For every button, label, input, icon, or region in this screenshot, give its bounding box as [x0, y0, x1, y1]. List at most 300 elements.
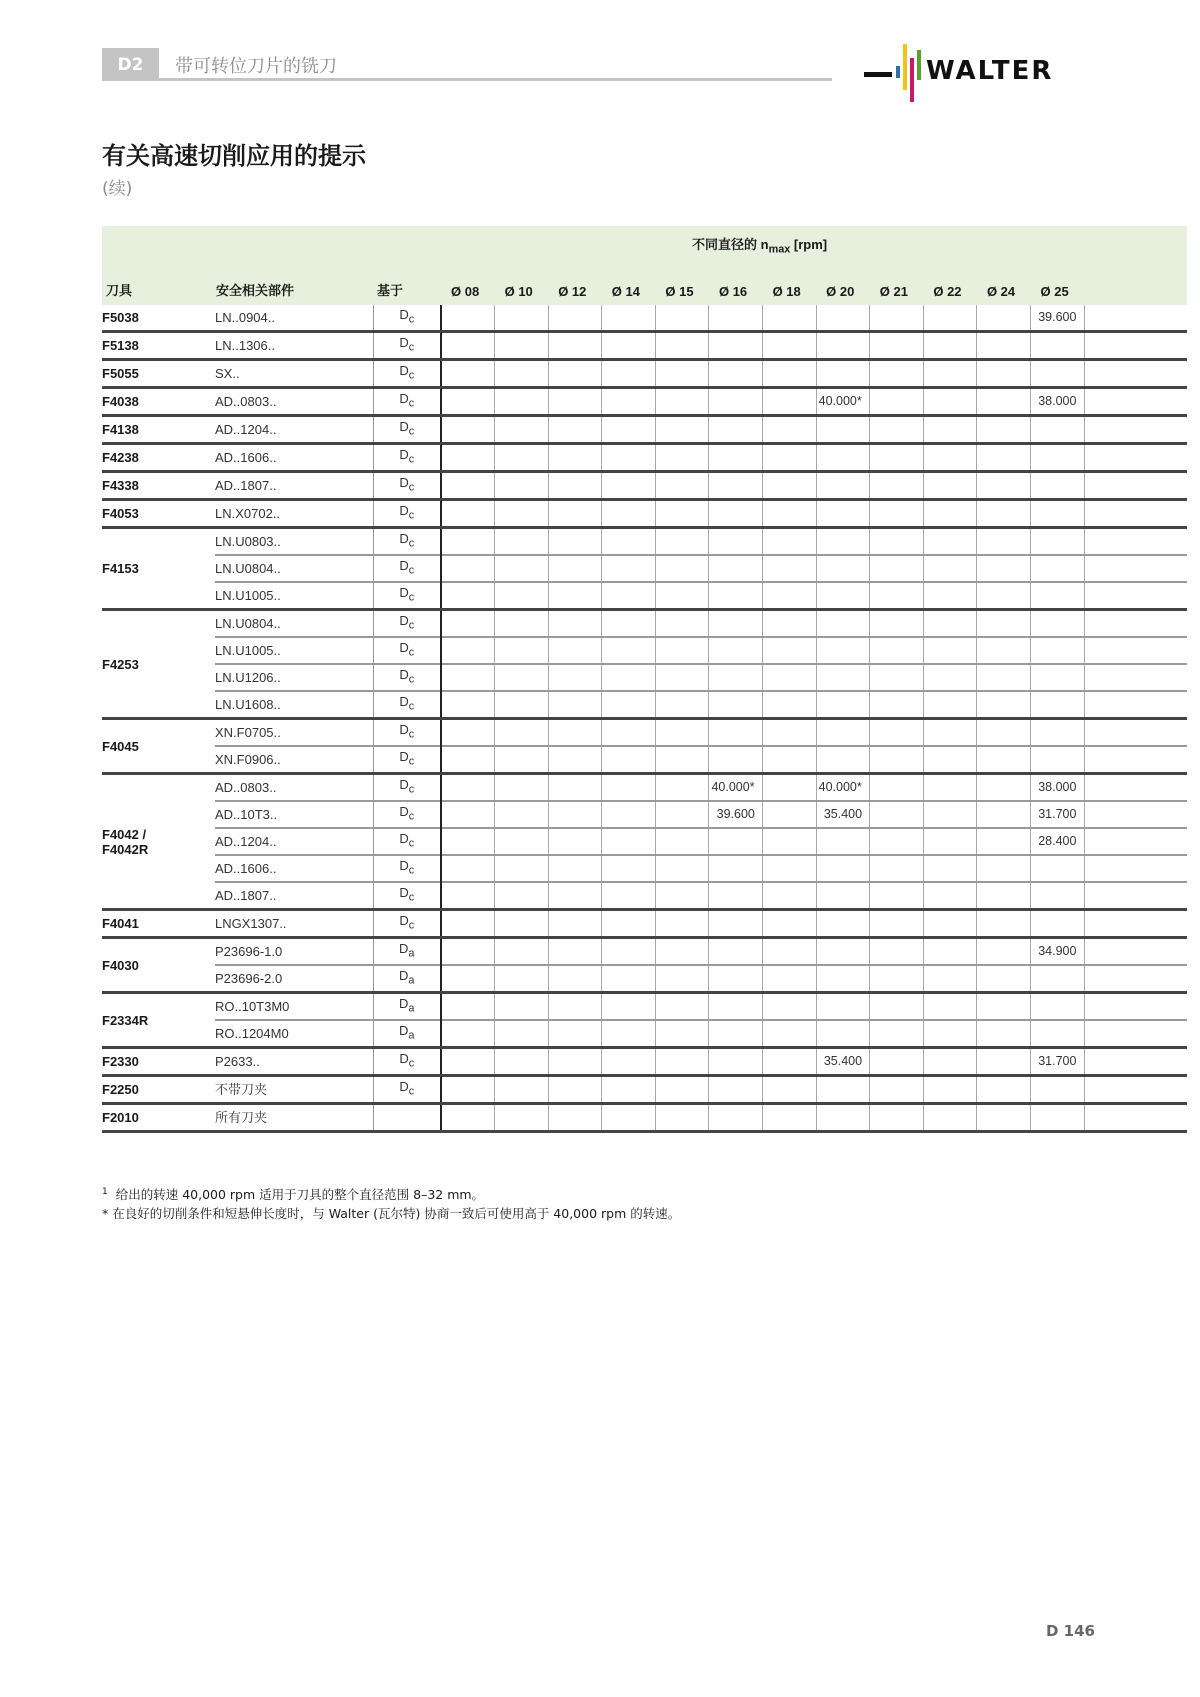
speed-value-cell — [923, 555, 977, 582]
speed-value-cell — [816, 910, 870, 938]
speed-value-cell — [763, 332, 817, 360]
speed-value-cell — [602, 637, 656, 664]
part-name: AD..1606.. — [215, 855, 373, 882]
part-name: P23696-1.0 — [215, 938, 373, 966]
speed-value-cell — [870, 305, 924, 332]
speed-value-cell — [441, 555, 495, 582]
speed-value-cell — [441, 774, 495, 802]
speed-value-cell — [763, 774, 817, 802]
tool-name: F2334R — [102, 993, 215, 1048]
tool-name: F2250 — [102, 1076, 215, 1104]
speed-value-cell — [923, 416, 977, 444]
part-name: XN.F0906.. — [215, 746, 373, 774]
basis-symbol: D — [399, 885, 409, 901]
speed-value-cell — [1031, 1076, 1085, 1104]
speed-value-cell — [495, 1020, 549, 1048]
part-name: LN.U0803.. — [215, 528, 373, 556]
basis-cell — [373, 610, 441, 638]
speed-value-cell — [709, 910, 763, 938]
speed-value-cell — [1031, 555, 1085, 582]
speed-value-cell — [923, 1076, 977, 1104]
speed-value-cell — [923, 472, 977, 500]
speed-value-cell — [709, 719, 763, 747]
col-header-diameter: Ø 10 — [495, 266, 549, 305]
spacer-cell — [1084, 882, 1187, 910]
speed-value-cell — [441, 388, 495, 416]
speed-value-cell — [870, 555, 924, 582]
table-row — [102, 774, 1187, 802]
table-row — [102, 332, 1187, 360]
speed-value-cell — [870, 910, 924, 938]
speed-value-cell — [816, 691, 870, 719]
speed-value-cell — [923, 305, 977, 332]
basis-cell — [373, 882, 441, 910]
speed-value-cell — [495, 746, 549, 774]
spacer-cell — [1084, 965, 1187, 993]
speed-value-cell — [923, 360, 977, 388]
basis-cell — [373, 965, 441, 993]
speed-value-cell — [602, 938, 656, 966]
speed-value-cell — [1031, 472, 1085, 500]
part-name: LN.U1608.. — [215, 691, 373, 719]
basis-cell — [373, 1076, 441, 1104]
speed-value-cell — [548, 1104, 602, 1132]
speed-value-cell — [495, 993, 549, 1021]
col-header-diameter: Ø 12 — [548, 266, 602, 305]
speed-value-cell — [495, 938, 549, 966]
speed-value-cell — [923, 500, 977, 528]
part-name: RO..10T3M0 — [215, 993, 373, 1021]
part-name: LN.U0804.. — [215, 610, 373, 638]
spacer-cell — [1084, 910, 1187, 938]
speed-value-cell — [548, 965, 602, 993]
speed-value-cell — [923, 332, 977, 360]
col-header-diameter: Ø 18 — [763, 266, 817, 305]
speed-value-cell — [548, 1020, 602, 1048]
tool-name: F4238 — [102, 444, 215, 472]
col-header-basis: 基于 — [373, 266, 441, 305]
basis-subscript: c — [408, 509, 415, 522]
basis-cell — [373, 993, 441, 1021]
speed-value-cell — [816, 965, 870, 993]
table-group-header-row — [102, 226, 1187, 266]
speed-value-cell — [870, 500, 924, 528]
part-name: AD..0803.. — [215, 774, 373, 802]
speed-value-cell — [602, 416, 656, 444]
table-row — [102, 1076, 1187, 1104]
basis-symbol: D — [399, 1023, 409, 1039]
basis-subscript: a — [408, 947, 415, 960]
speed-value-cell — [548, 1076, 602, 1104]
spacer-cell — [1084, 828, 1187, 855]
table-row — [102, 993, 1187, 1021]
basis-symbol: D — [399, 363, 409, 379]
tool-name: F4338 — [102, 472, 215, 500]
speed-value-cell — [709, 528, 763, 556]
speed-value-cell — [602, 774, 656, 802]
speed-value-cell — [655, 774, 709, 802]
table-row — [102, 472, 1187, 500]
speed-value-cell — [763, 1104, 817, 1132]
basis-cell — [373, 360, 441, 388]
speed-value-cell — [495, 332, 549, 360]
basis-subscript: c — [408, 564, 415, 577]
speed-value-cell — [763, 828, 817, 855]
table-row — [102, 416, 1187, 444]
spacer-cell — [1084, 719, 1187, 747]
speed-value-cell — [655, 472, 709, 500]
col-header-diameter: Ø 22 — [923, 266, 977, 305]
speed-value-cell — [441, 416, 495, 444]
speed-value-cell — [1031, 691, 1085, 719]
speed-value-cell — [709, 993, 763, 1021]
speed-value-cell — [816, 993, 870, 1021]
col-header-diameter: Ø 15 — [655, 266, 709, 305]
table-row — [102, 910, 1187, 938]
speed-value-cell — [548, 444, 602, 472]
speed-value-cell — [977, 965, 1031, 993]
speed-value-cell — [709, 582, 763, 610]
basis-subscript: a — [408, 974, 415, 987]
header-divider — [102, 78, 832, 81]
speed-value-cell — [977, 388, 1031, 416]
basis-symbol: D — [399, 858, 409, 874]
basis-subscript: c — [408, 1057, 415, 1070]
speed-value-cell — [816, 664, 870, 691]
table-row — [102, 305, 1187, 332]
speed-value-cell — [816, 416, 870, 444]
speed-value-cell — [655, 388, 709, 416]
speed-value-cell — [655, 691, 709, 719]
speed-value-cell — [602, 388, 656, 416]
basis-subscript: c — [408, 369, 415, 382]
speed-value-cell — [977, 305, 1031, 332]
table-row — [102, 719, 1187, 747]
spacer-cell — [1084, 993, 1187, 1021]
speed-value-cell — [655, 993, 709, 1021]
spacer-cell — [1084, 305, 1187, 332]
speed-value-cell — [709, 444, 763, 472]
spacer-cell — [1084, 855, 1187, 882]
basis-subscript: c — [408, 1085, 415, 1098]
speed-value-cell — [548, 1048, 602, 1076]
tool-name: F4253 — [102, 610, 215, 719]
speed-value-cell — [495, 472, 549, 500]
basis-cell — [373, 332, 441, 360]
speed-value-cell — [923, 444, 977, 472]
speed-value-cell — [495, 965, 549, 993]
speed-value-cell — [1031, 332, 1085, 360]
basis-symbol: D — [399, 419, 409, 435]
speed-value-cell — [495, 1076, 549, 1104]
basis-subscript: c — [408, 810, 415, 823]
spacer-cell — [1084, 555, 1187, 582]
speed-value-cell — [816, 938, 870, 966]
speed-value-cell — [495, 416, 549, 444]
speed-value-cell — [441, 882, 495, 910]
spacer-cell — [1084, 360, 1187, 388]
speed-value-cell: 31.700 — [1031, 801, 1085, 828]
col-header-diameter: Ø 20 — [816, 266, 870, 305]
speed-value-cell — [1031, 360, 1085, 388]
basis-cell — [373, 664, 441, 691]
spacer-cell — [1084, 444, 1187, 472]
speed-value-cell — [602, 444, 656, 472]
speed-value-cell — [1031, 664, 1085, 691]
speed-value-cell — [655, 610, 709, 638]
table-row — [102, 882, 1187, 910]
speed-value-cell — [441, 1104, 495, 1132]
speed-value-cell — [548, 332, 602, 360]
speed-value-cell — [977, 1048, 1031, 1076]
basis-subscript: c — [408, 700, 415, 713]
basis-cell — [373, 1020, 441, 1048]
speed-value-cell — [548, 801, 602, 828]
speed-value-cell — [977, 332, 1031, 360]
speed-value-cell — [602, 828, 656, 855]
speed-value-cell — [763, 691, 817, 719]
speed-value-cell — [441, 719, 495, 747]
speed-value-cell — [709, 1048, 763, 1076]
speed-value-cell — [548, 472, 602, 500]
spacer-cell — [1084, 582, 1187, 610]
speed-value-cell — [602, 472, 656, 500]
speed-value-cell — [923, 1104, 977, 1132]
basis-subscript: c — [408, 619, 415, 632]
speed-value-cell — [870, 472, 924, 500]
basis-cell — [373, 500, 441, 528]
max-speed-table — [102, 226, 1187, 1133]
speed-value-cell — [548, 582, 602, 610]
spacer-cell — [1084, 1104, 1187, 1132]
speed-value-cell — [977, 910, 1031, 938]
speed-value-cell — [923, 691, 977, 719]
speed-value-cell — [602, 332, 656, 360]
speed-value-cell — [763, 1076, 817, 1104]
basis-cell — [373, 555, 441, 582]
speed-value-cell — [602, 746, 656, 774]
speed-value-cell — [923, 664, 977, 691]
speed-value-cell — [923, 582, 977, 610]
speed-value-cell — [816, 1020, 870, 1048]
speed-value-cell — [709, 332, 763, 360]
speed-value-cell — [816, 444, 870, 472]
basis-subscript: a — [408, 1029, 415, 1042]
basis-cell — [373, 746, 441, 774]
basis-subscript: c — [408, 728, 415, 741]
speed-value-cell — [870, 1020, 924, 1048]
basis-cell — [373, 388, 441, 416]
spacer-cell — [1084, 332, 1187, 360]
speed-value-cell — [548, 555, 602, 582]
speed-value-cell — [441, 664, 495, 691]
basis-symbol: D — [399, 307, 409, 323]
speed-value-cell — [816, 828, 870, 855]
speed-value-cell — [548, 610, 602, 638]
table-row — [102, 610, 1187, 638]
speed-value-cell — [602, 882, 656, 910]
speed-value-cell: 38.000 — [1031, 774, 1085, 802]
speed-value-cell — [655, 965, 709, 993]
speed-value-cell — [441, 332, 495, 360]
speed-value-cell — [870, 746, 924, 774]
part-name: AD..1807.. — [215, 472, 373, 500]
table-row — [102, 582, 1187, 610]
speed-value-cell — [602, 1076, 656, 1104]
basis-subscript: c — [408, 755, 415, 768]
spacer-cell — [1084, 500, 1187, 528]
speed-value-cell — [816, 528, 870, 556]
basis-subscript: c — [408, 673, 415, 686]
speed-value-cell — [709, 610, 763, 638]
basis-cell — [373, 305, 441, 332]
speed-value-cell — [870, 610, 924, 638]
speed-value-cell — [602, 555, 656, 582]
speed-value-cell — [763, 305, 817, 332]
basis-symbol: D — [399, 968, 409, 984]
speed-value-cell — [709, 938, 763, 966]
speed-value-cell — [1031, 610, 1085, 638]
speed-value-cell — [1031, 746, 1085, 774]
tool-name: F5138 — [102, 332, 215, 360]
speed-value-cell — [923, 993, 977, 1021]
basis-subscript: c — [408, 646, 415, 659]
part-name: LNGX1307.. — [215, 910, 373, 938]
speed-value-cell — [923, 746, 977, 774]
speed-value-cell — [655, 1020, 709, 1048]
speed-value-cell — [977, 691, 1031, 719]
speed-value-cell — [655, 828, 709, 855]
part-name: AD..1606.. — [215, 444, 373, 472]
speed-value-cell — [1031, 1104, 1085, 1132]
speed-value-cell — [548, 305, 602, 332]
speed-value-cell — [655, 582, 709, 610]
speed-value-cell — [923, 528, 977, 556]
part-name: SX.. — [215, 360, 373, 388]
speed-value-cell — [977, 774, 1031, 802]
speed-value-cell — [1031, 500, 1085, 528]
table-row — [102, 388, 1187, 416]
speed-value-cell — [441, 828, 495, 855]
col-header-diameter: Ø 24 — [977, 266, 1031, 305]
table-row — [102, 444, 1187, 472]
speed-value-cell — [1031, 1020, 1085, 1048]
speed-value-cell — [655, 719, 709, 747]
speed-value-cell — [441, 938, 495, 966]
speed-value-cell — [923, 855, 977, 882]
speed-value-cell — [548, 691, 602, 719]
table-row — [102, 1020, 1187, 1048]
speed-value-cell — [441, 1048, 495, 1076]
basis-symbol: D — [399, 391, 409, 407]
speed-value-cell — [655, 555, 709, 582]
speed-value-cell — [548, 882, 602, 910]
tool-name: F5055 — [102, 360, 215, 388]
tool-name: F4038 — [102, 388, 215, 416]
basis-cell — [373, 416, 441, 444]
speed-value-cell — [870, 938, 924, 966]
basis-symbol: D — [399, 613, 409, 629]
speed-value-cell — [870, 882, 924, 910]
speed-value-cell — [977, 801, 1031, 828]
speed-value-cell — [763, 610, 817, 638]
speed-value-cell — [923, 801, 977, 828]
speed-value-cell — [709, 555, 763, 582]
speed-value-cell — [763, 882, 817, 910]
speed-value-cell — [977, 828, 1031, 855]
speed-value-cell — [763, 500, 817, 528]
speed-value-cell — [816, 855, 870, 882]
spacer-cell — [1084, 774, 1187, 802]
speed-value-cell — [655, 882, 709, 910]
speed-value-cell — [763, 472, 817, 500]
speed-value-cell — [495, 555, 549, 582]
speed-value-cell — [923, 774, 977, 802]
speed-value-cell — [870, 582, 924, 610]
speed-value-cell — [655, 1104, 709, 1132]
speed-value-cell — [441, 801, 495, 828]
speed-value-cell — [441, 910, 495, 938]
spacer-cell — [1084, 691, 1187, 719]
speed-value-cell — [709, 360, 763, 388]
speed-value-cell — [923, 938, 977, 966]
tool-name: F2330 — [102, 1048, 215, 1076]
spacer-cell — [1084, 1048, 1187, 1076]
speed-value-cell — [548, 746, 602, 774]
tool-name: F4045 — [102, 719, 215, 774]
speed-value-cell — [977, 500, 1031, 528]
basis-cell — [373, 528, 441, 556]
speed-value-cell — [977, 1104, 1031, 1132]
table-row — [102, 637, 1187, 664]
speed-value-cell — [495, 774, 549, 802]
speed-value-cell — [655, 500, 709, 528]
part-name: RO..1204M0 — [215, 1020, 373, 1048]
speed-value-cell — [923, 719, 977, 747]
table-row — [102, 1048, 1187, 1076]
speed-value-cell — [763, 360, 817, 388]
part-name: AD..1204.. — [215, 416, 373, 444]
speed-value-cell — [495, 528, 549, 556]
tool-name: F4138 — [102, 416, 215, 444]
basis-subscript: c — [408, 891, 415, 904]
tool-name: F2010 — [102, 1104, 215, 1132]
speed-value-cell — [870, 360, 924, 388]
page-subtitle: (续) — [102, 179, 133, 199]
basis-symbol: D — [399, 667, 409, 683]
speed-value-cell — [441, 582, 495, 610]
part-name: P23696-2.0 — [215, 965, 373, 993]
speed-value-cell — [1031, 965, 1085, 993]
part-name: LN.U1206.. — [215, 664, 373, 691]
spacer-cell — [1084, 472, 1187, 500]
speed-value-cell — [977, 664, 1031, 691]
speed-value-cell — [977, 882, 1031, 910]
part-name: LN..0904.. — [215, 310, 275, 325]
speed-value-cell — [602, 801, 656, 828]
speed-value-cell — [441, 855, 495, 882]
speed-value-cell: 40.000* — [816, 774, 870, 802]
table-row — [102, 528, 1187, 556]
speed-value-cell — [816, 610, 870, 638]
col-header-diameter: Ø 21 — [870, 266, 924, 305]
basis-symbol: D — [399, 585, 409, 601]
speed-value-cell — [602, 691, 656, 719]
speed-value-cell — [763, 746, 817, 774]
speed-value-cell — [870, 1076, 924, 1104]
basis-subscript: c — [408, 537, 415, 550]
speed-value-cell — [548, 774, 602, 802]
